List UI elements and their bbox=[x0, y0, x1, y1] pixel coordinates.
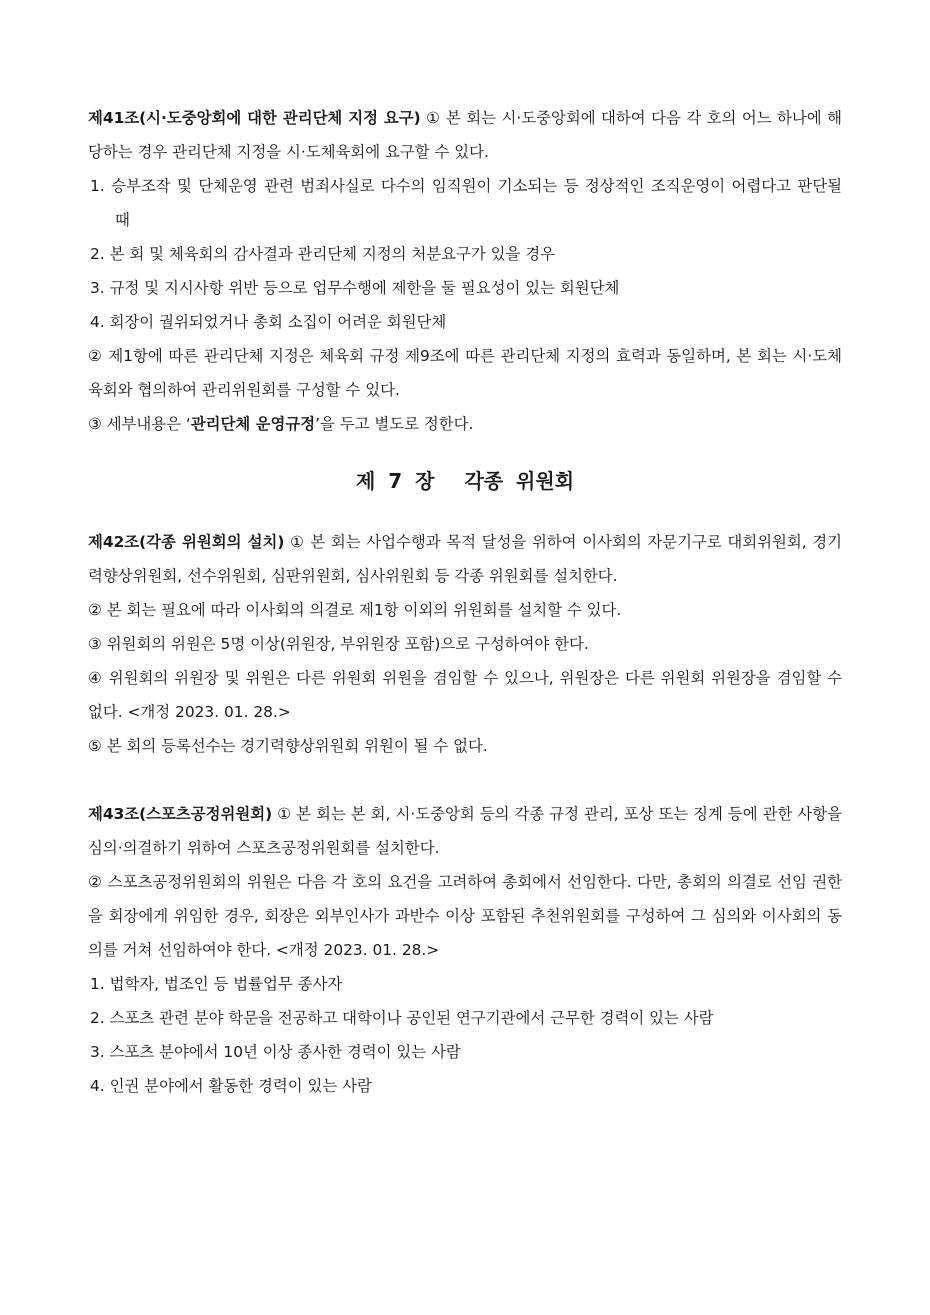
article-43-heading: 제43조(스포츠공정위원회) bbox=[88, 805, 273, 823]
document-page bbox=[88, 101, 842, 1103]
article-43 bbox=[88, 797, 842, 865]
article-42-body: ① 본 회는 사업수행과 목적 달성을 위하여 이사회의 자문기구로 대회위원회, 경기력향상위원회, 선수위원회, 심판위원회, 심사위원회 등 각종 위원회를 설치한다. bbox=[88, 533, 842, 585]
chapter-number: 제 7 장 bbox=[355, 469, 435, 493]
article-41 bbox=[88, 101, 842, 169]
article-41-paragraph-3 bbox=[88, 407, 842, 441]
article-43-paragraph-2: ② 스포츠공정위원회의 위원은 다음 각 호의 요건을 고려하여 총회에서 선임한다. 다만, 총회의 의결로 선임 권한을 회장에게 위임한 경우, 회장은 외부인사가 과반수 이상 포함된 추천위원회를 구성하여 그 심의와 이사회의 동의를 거쳐 선임하여야 한다. <개정 2023. 01. 28.> bbox=[88, 873, 842, 959]
article-42-paragraph-4: ④ 위원회의 위원장 및 위원은 다른 위원회 위원을 겸임할 수 있으나, 위원장은 다른 위원회 위원장을 겸임할 수 없다. <개정 2023. 01. 28.> bbox=[88, 669, 842, 721]
article-43-item-2: 2. 스포츠 관련 분야 학문을 전공하고 대학이나 공인된 연구기관에서 근무한 경력이 있는 사람 bbox=[90, 1009, 714, 1027]
article-41-item-3: 3. 규정 및 지시사항 위반 등으로 업무수행에 제한을 둘 필요성이 있는 회원단체 bbox=[90, 279, 620, 297]
article-41-paragraph-2: ② 제1항에 따른 관리단체 지정은 체육회 규정 제9조에 따른 관리단체 지정의 효력과 동일하며, 본 회는 시·도체육회와 협의하여 관리위원회를 구성할 수 있다. bbox=[88, 347, 842, 399]
article-42-heading: 제42조(각종 위원회의 설치) bbox=[88, 533, 285, 551]
article-43-item-4: 4. 인권 분야에서 활동한 경력이 있는 사람 bbox=[90, 1077, 372, 1095]
article-42-paragraph-2: ② 본 회는 필요에 따라 이사회의 의결로 제1항 이외의 위원회를 설치할 수 있다. bbox=[88, 601, 622, 619]
article-41-body: ① 본 회는 시·도중앙회에 대하여 다음 각 호의 어느 하나에 해당하는 경우 관리단체 지정을 시·도체육회에 요구할 수 있다. bbox=[88, 109, 842, 161]
article-41-item-1: 1. 승부조작 및 단체운영 관련 범죄사실로 다수의 임직원이 기소되는 등 정상적인 조직운영이 어렵다고 판단될 때 bbox=[90, 177, 842, 229]
article-41-paragraph-3-bold: 관리단체 운영규정 bbox=[190, 415, 316, 433]
article-41-item-4: 4. 회장이 궐위되었거나 총회 소집이 어려운 회원단체 bbox=[90, 313, 447, 331]
article-43-body: ① 본 회는 본 회, 시·도중앙회 등의 각종 규정 관리, 포상 또는 징계 등에 관한 사항을 심의·의결하기 위하여 스포츠공정위원회를 설치한다. bbox=[88, 805, 842, 857]
article-42 bbox=[88, 525, 842, 593]
article-43-item-3: 3. 스포츠 분야에서 10년 이상 종사한 경력이 있는 사람 bbox=[90, 1043, 461, 1061]
article-41-paragraph-3-post: ’을 두고 별도로 정한다. bbox=[315, 415, 474, 433]
chapter-title: 각종 위원회 bbox=[464, 469, 575, 493]
article-41-paragraph-3-pre: ③ 세부내용은 ‘ bbox=[88, 415, 191, 433]
article-41-item-2: 2. 본 회 및 체육회의 감사결과 관리단체 지정의 처분요구가 있을 경우 bbox=[90, 245, 556, 263]
article-41-heading: 제41조(시·도중앙회에 대한 관리단체 지정 요구) bbox=[88, 109, 421, 127]
article-43-item-1: 1. 법학자, 법조인 등 법률업무 종사자 bbox=[90, 975, 343, 993]
article-42-paragraph-5: ⑤ 본 회의 등록선수는 경기력향상위원회 위원이 될 수 없다. bbox=[88, 737, 488, 755]
chapter-heading bbox=[88, 455, 842, 507]
article-42-paragraph-3: ③ 위원회의 위원은 5명 이상(위원장, 부위원장 포함)으로 구성하여야 한다. bbox=[88, 635, 589, 653]
section-spacer bbox=[88, 763, 842, 797]
